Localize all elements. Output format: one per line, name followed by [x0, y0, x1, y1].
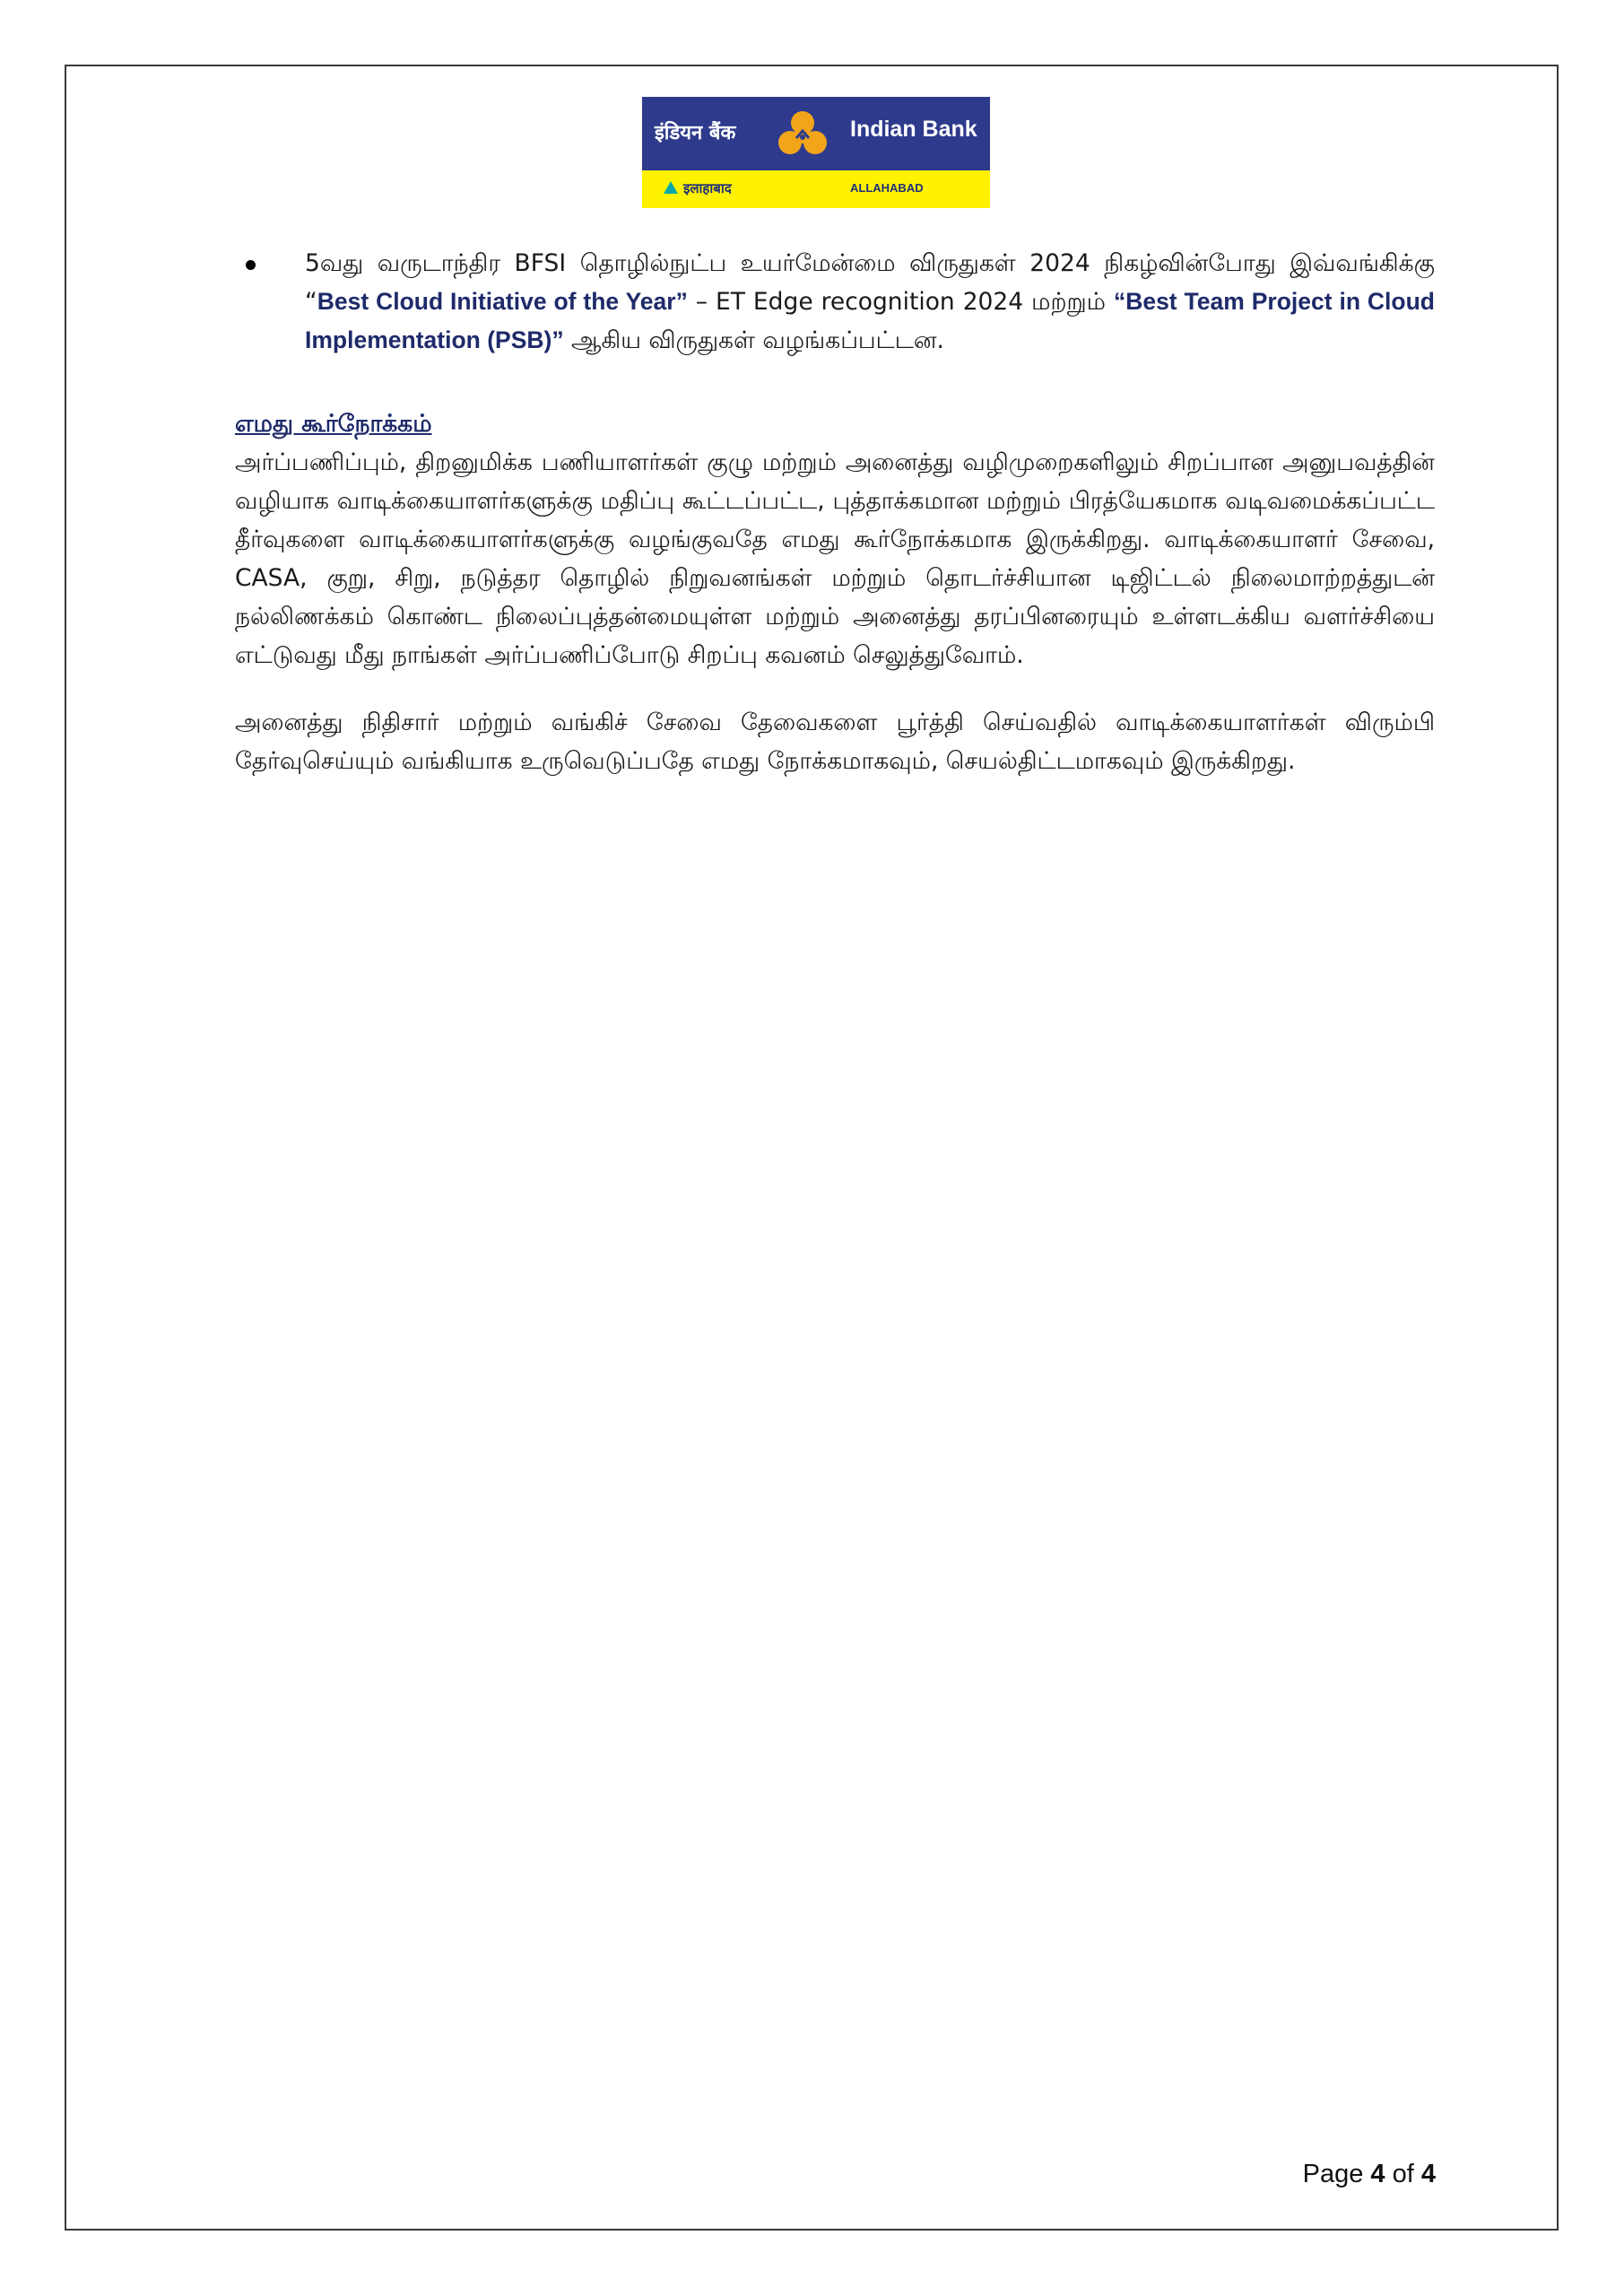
- logo-bottom-band: [642, 170, 990, 208]
- bullet-icon: [246, 260, 256, 270]
- award-bullet: [235, 244, 1435, 360]
- allahabad-triangle-icon: [664, 181, 678, 194]
- of-label: of: [1392, 2160, 1414, 2188]
- logo-english-name: Indian Bank: [850, 117, 977, 142]
- award-text-part3: ஆகிய விருதுகள் வழங்கப்பட்டன.: [563, 326, 944, 354]
- page-number: [1303, 2160, 1436, 2189]
- bank-emblem-icon: [777, 109, 829, 158]
- award-paragraph: [305, 244, 1435, 360]
- award-name-1: Best Cloud Initiative of the Year”: [317, 288, 688, 315]
- logo-sub-hindi: [664, 179, 732, 197]
- document-body: [235, 244, 1435, 780]
- page-label: Page: [1302, 2160, 1364, 2188]
- indian-bank-logo: [642, 97, 990, 208]
- logo-top-band: [642, 97, 990, 170]
- award-text-part2: – ET Edge recognition 2024 மற்றும்: [687, 288, 1114, 316]
- award-name-2: “Best Team Project in Cloud Implementation (PSB)”: [305, 288, 1435, 353]
- mission-paragraph: அனைத்து நிதிசார் மற்றும் வங்கிச் சேவை தேவைகளை பூர்த்தி செய்வதில் வாடிக்கையாளர்கள் விரும்பி தேர்வுசெய்யும் வங்கியாக உருவெடுப்பதே எமது நோக்கமாகவும், செயல்திட்டமாகவும் இருக்கிறது.: [235, 709, 1435, 775]
- award-text-part1: 5வது வருடாந்திர BFSI தொழில்நுட்ப உயர்மேன்மை விருதுகள் 2024 நிகழ்வின்போது இவ்வங்கிக்கு “: [305, 249, 1435, 316]
- current-page: 4: [1370, 2160, 1385, 2188]
- section-heading: எமது கூர்நோக்கம்: [235, 410, 432, 438]
- logo-sub-hindi-text: इलाहाबाद: [683, 180, 732, 196]
- vision-paragraph: அர்ப்பணிப்பும், திறனுமிக்க பணியாளர்கள் குழு மற்றும் அனைத்து வழிமுறைகளிலும் சிறப்பான அனுபவத்தின் வழியாக வாடிக்கையாளர்களுக்கு மதிப்பு கூட்டப்பட்ட, புத்தாக்கமான மற்றும் பிரத்யேகமாக வடிவமைக்கப்பட்ட தீர்வுகளை வாடிக்கையாளர்களுக்கு வழங்குவதே எமது கூர்நோக்கமாக இருக்கிறது. வாடிக்கையாளர் சேவை, CASA, குறு, சிறு, நடுத்தர தொழில் நிறுவனங்கள் மற்றும் தொடர்ச்சியான டிஜிட்டல் நிலைமாற்றத்துடன் நல்லிணக்கம் கொண்ட நிலைப்புத்தன்மையுள்ள மற்றும் அனைத்து தரப்பினரையும் உள்ளடக்கிய வளர்ச்சியை எட்டுவது மீது நாங்கள் அர்ப்பணிப்போடு சிறப்பு கவனம் செலுத்துவோம்.: [235, 448, 1435, 669]
- logo-sub-english: ALLAHABAD: [850, 181, 924, 195]
- logo-hindi-name: इंडियन बैंक: [655, 122, 736, 144]
- total-pages: 4: [1420, 2160, 1436, 2188]
